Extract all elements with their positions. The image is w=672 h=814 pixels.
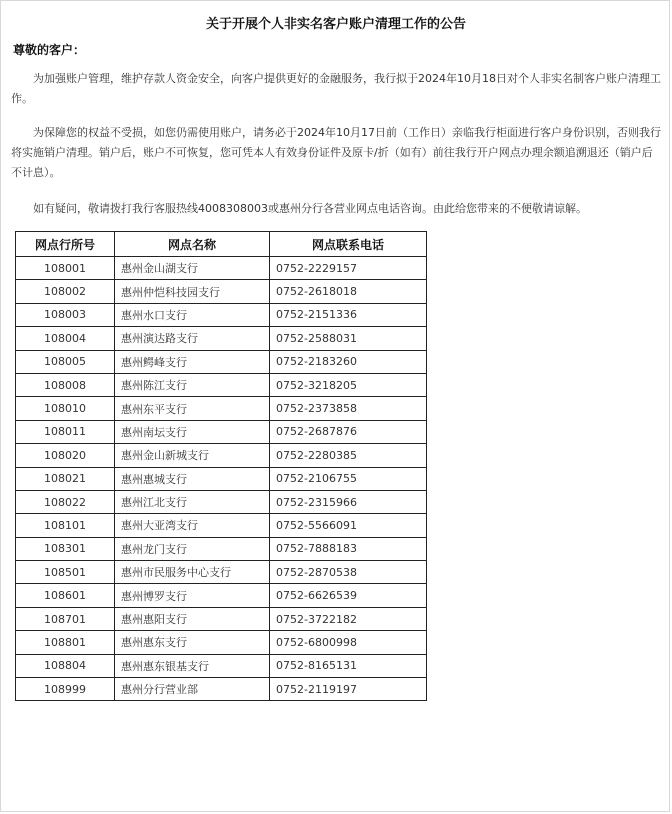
table-row (16, 467, 427, 490)
cell-branch-name: 惠州大亚湾支行 (115, 514, 270, 537)
paragraph-contact: 如有疑问，敬请拨打我行客服热线4008308003或惠州分行各营业网点电话咨询。由此给您带来的不便敬请谅解。 (33, 202, 587, 215)
header-branch-phone: 网点联系电话 (270, 232, 427, 257)
cell-branch-phone: 0752-2588031 (270, 327, 427, 350)
cell-branch-code: 108804 (16, 654, 115, 677)
cell-branch-code: 108002 (16, 280, 115, 303)
cell-branch-code: 108999 (16, 678, 115, 701)
cell-branch-phone: 0752-7888183 (270, 537, 427, 560)
cell-branch-phone: 0752-2183260 (270, 350, 427, 373)
cell-branch-code: 108501 (16, 561, 115, 584)
cell-branch-phone: 0752-8165131 (270, 654, 427, 677)
table-row (16, 350, 427, 373)
table-row (16, 327, 427, 350)
cell-branch-phone: 0752-2373858 (270, 397, 427, 420)
header-branch-code: 网点行所号 (16, 232, 115, 257)
branch-table (15, 231, 427, 701)
cell-branch-code: 108004 (16, 327, 115, 350)
cell-branch-code: 108001 (16, 257, 115, 280)
cell-branch-code: 108020 (16, 444, 115, 467)
table-row (16, 397, 427, 420)
paragraph-intro: 为加强账户管理，维护存款人资金安全，向客户提供更好的金融服务，我行拟于2024年10月18日对个人非实名制客户账户清理工作。 (11, 72, 661, 105)
table-row (16, 514, 427, 537)
cell-branch-name: 惠州演达路支行 (115, 327, 270, 350)
cell-branch-phone: 0752-3722182 (270, 607, 427, 630)
cell-branch-phone: 0752-2229157 (270, 257, 427, 280)
cell-branch-name: 惠州龙门支行 (115, 537, 270, 560)
cell-branch-phone: 0752-2106755 (270, 467, 427, 490)
cell-branch-code: 108008 (16, 373, 115, 396)
cell-branch-code: 108003 (16, 303, 115, 326)
table-row (16, 584, 427, 607)
cell-branch-name: 惠州南坛支行 (115, 420, 270, 443)
cell-branch-name: 惠州博罗支行 (115, 584, 270, 607)
table-row (16, 303, 427, 326)
table-header-row (16, 232, 427, 257)
cell-branch-code: 108011 (16, 420, 115, 443)
table-row (16, 420, 427, 443)
cell-branch-phone: 0752-2687876 (270, 420, 427, 443)
table-row (16, 631, 427, 654)
cell-branch-code: 108301 (16, 537, 115, 560)
cell-branch-name: 惠州江北支行 (115, 490, 270, 513)
cell-branch-phone: 0752-6800998 (270, 631, 427, 654)
paragraph-instructions: 为保障您的权益不受损，如您仍需使用账户，请务必于2024年10月17日前（工作日）亲临我行柜面进行客户身份识别，否则我行将实施销户清理。销户后，账户不可恢复，您可凭本人有效身份证件及原卡/折（如有）前往我行开户网点办理余额追溯退还（销户后不计息）。 (11, 126, 661, 179)
cell-branch-code: 108005 (16, 350, 115, 373)
table-row (16, 444, 427, 467)
cell-branch-phone: 0752-2870538 (270, 561, 427, 584)
table-row (16, 373, 427, 396)
table-row (16, 607, 427, 630)
cell-branch-code: 108701 (16, 607, 115, 630)
table-row (16, 490, 427, 513)
cell-branch-name: 惠州惠城支行 (115, 467, 270, 490)
cell-branch-name: 惠州陈江支行 (115, 373, 270, 396)
cell-branch-code: 108801 (16, 631, 115, 654)
cell-branch-phone: 0752-5566091 (270, 514, 427, 537)
cell-branch-code: 108022 (16, 490, 115, 513)
cell-branch-code: 108010 (16, 397, 115, 420)
table-row (16, 537, 427, 560)
cell-branch-name: 惠州水口支行 (115, 303, 270, 326)
cell-branch-name: 惠州惠东银基支行 (115, 654, 270, 677)
table-row (16, 678, 427, 701)
cell-branch-phone: 0752-3218205 (270, 373, 427, 396)
cell-branch-name: 惠州鳄峰支行 (115, 350, 270, 373)
table-row (16, 561, 427, 584)
table-row (16, 654, 427, 677)
cell-branch-name: 惠州仲恺科技园支行 (115, 280, 270, 303)
cell-branch-code: 108021 (16, 467, 115, 490)
table-body (16, 257, 427, 701)
cell-branch-code: 108101 (16, 514, 115, 537)
cell-branch-name: 惠州金山新城支行 (115, 444, 270, 467)
header-branch-name: 网点名称 (115, 232, 270, 257)
cell-branch-phone: 0752-2119197 (270, 678, 427, 701)
cell-branch-phone: 0752-2280385 (270, 444, 427, 467)
cell-branch-phone: 0752-6626539 (270, 584, 427, 607)
table-row (16, 280, 427, 303)
cell-branch-name: 惠州惠东支行 (115, 631, 270, 654)
table-row (16, 257, 427, 280)
cell-branch-name: 惠州惠阳支行 (115, 607, 270, 630)
cell-branch-phone: 0752-2315966 (270, 490, 427, 513)
cell-branch-name: 惠州市民服务中心支行 (115, 561, 270, 584)
notice-title: 关于开展个人非实名客户账户清理工作的公告 (205, 17, 466, 32)
cell-branch-name: 惠州金山湖支行 (115, 257, 270, 280)
cell-branch-code: 108601 (16, 584, 115, 607)
cell-branch-name: 惠州东平支行 (115, 397, 270, 420)
salutation: 尊敬的客户： (13, 43, 86, 57)
cell-branch-name: 惠州分行营业部 (115, 678, 270, 701)
cell-branch-phone: 0752-2151336 (270, 303, 427, 326)
cell-branch-phone: 0752-2618018 (270, 280, 427, 303)
